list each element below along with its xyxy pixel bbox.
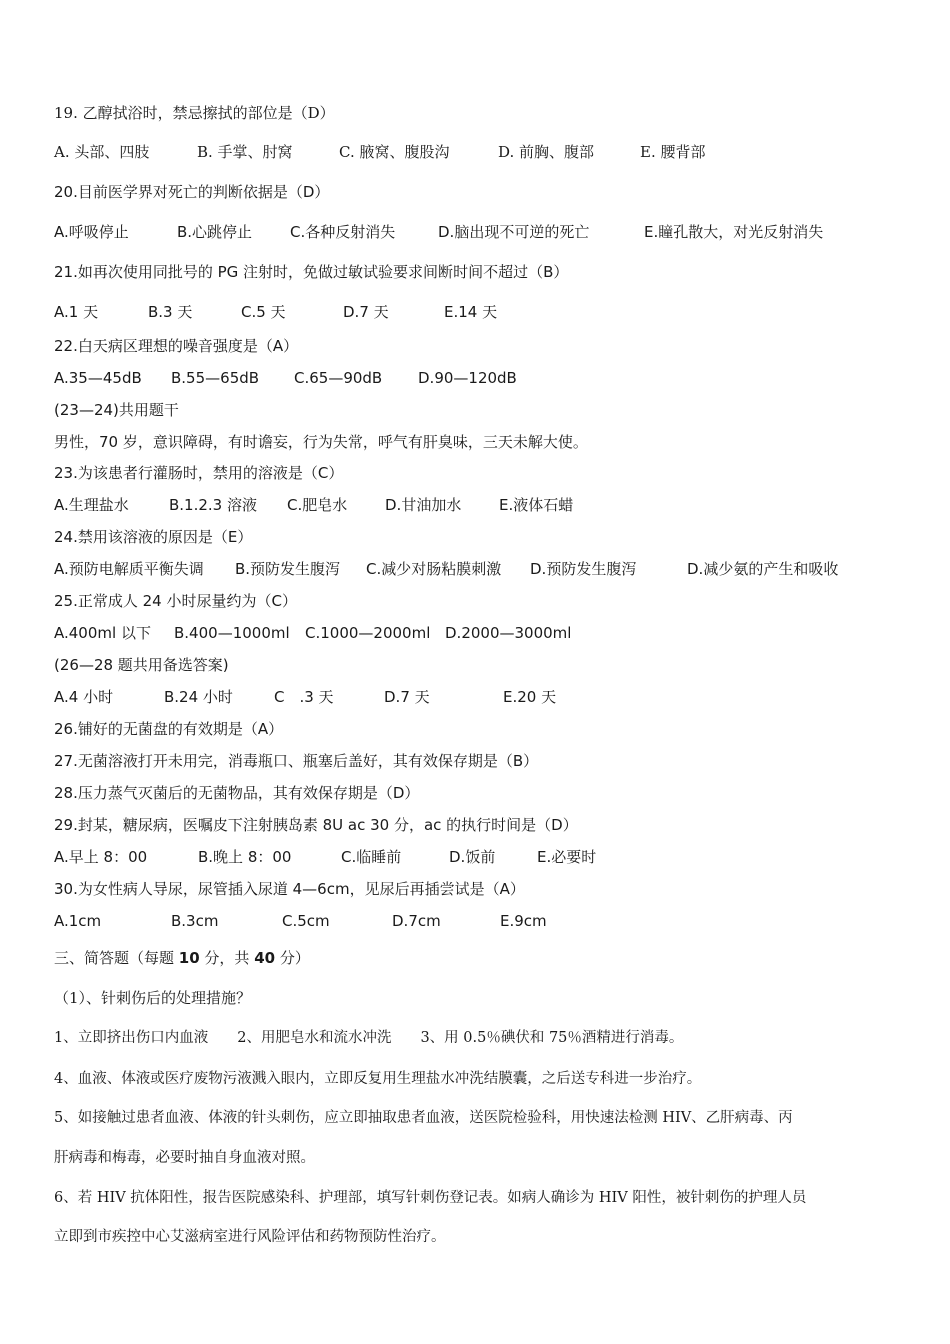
q19-stem: 19. 乙醇拭浴时，禁忌擦拭的部位是（D） bbox=[54, 104, 335, 122]
q29-option-d: D.饭前 bbox=[449, 848, 496, 866]
sa1-item-6-line-2: 立即到市疾控中心艾滋病室进行风险评估和药物预防性治疗。 bbox=[54, 1229, 446, 1245]
q30-option-c: C.5cm bbox=[282, 912, 330, 930]
q24-stem: 24.禁用该溶液的原因是（E） bbox=[54, 528, 253, 546]
q29-stem: 29.封某，糖尿病，医嘱皮下注射胰岛素 8U ac 30 分，ac 的执行时间是（D） bbox=[54, 816, 578, 834]
q29-option-e: E.必要时 bbox=[537, 848, 597, 866]
q24-options bbox=[54, 559, 914, 579]
q29-option-c: C.临睡前 bbox=[341, 848, 402, 866]
q27-stem: 27.无菌溶液打开未用完，消毒瓶口、瓶塞后盖好，其有效保存期是（B） bbox=[54, 752, 539, 770]
q21-options bbox=[54, 302, 914, 322]
q25-option-a: A.400ml 以下 bbox=[54, 624, 151, 642]
q23-option-a: A.生理盐水 bbox=[54, 496, 129, 514]
q30-option-d: D.7cm bbox=[392, 912, 441, 930]
group-2628-options bbox=[54, 687, 914, 707]
q19-option-e: E. 腰背部 bbox=[640, 143, 706, 161]
q21-option-e: E.14 天 bbox=[444, 303, 498, 321]
q30-option-a: A.1cm bbox=[54, 912, 102, 930]
sa1-item-5-line-2: 肝病毒和梅毒，必要时抽自身血液对照。 bbox=[54, 1150, 315, 1166]
q29-option-a: A.早上 8：00 bbox=[54, 848, 148, 866]
q23-option-c: C.肥皂水 bbox=[287, 496, 348, 514]
group-2324-title: (23—24)共用题干 bbox=[54, 401, 179, 419]
group-2628-option-b: B.24 小时 bbox=[164, 688, 233, 706]
q24-option-a: A.预防电解质平衡失调 bbox=[54, 560, 204, 578]
q24-option-e: D.减少氨的产生和吸收 bbox=[687, 560, 839, 578]
q22-stem: 22.白天病区理想的噪音强度是（A） bbox=[54, 337, 299, 355]
q20-option-d: D.脑出现不可逆的死亡 bbox=[438, 223, 590, 241]
group-2628-option-a: A.4 小时 bbox=[54, 688, 114, 706]
section-3-prefix: 三、简答题（每题 bbox=[54, 949, 179, 967]
section-3-suffix: 分） bbox=[275, 949, 310, 967]
q22-option-d: D.90—120dB bbox=[418, 369, 517, 387]
section-3-points-each: 10 bbox=[178, 949, 200, 967]
q30-option-b: B.3cm bbox=[171, 912, 219, 930]
q23-stem: 23.为该患者行灌肠时，禁用的溶液是（C） bbox=[54, 464, 344, 482]
q19-option-c: C. 腋窝、腹股沟 bbox=[339, 143, 450, 161]
q30-options bbox=[54, 911, 914, 931]
q24-option-d: D.预防发生腹泻 bbox=[530, 560, 637, 578]
group-2628-option-d: D.7 天 bbox=[384, 688, 430, 706]
q30-stem: 30.为女性病人导尿，尿管插入尿道 4—6cm，见尿后再插尝试是（A） bbox=[54, 880, 525, 898]
q23-options bbox=[54, 495, 914, 515]
q23-option-e: E.液体石蜡 bbox=[499, 496, 574, 514]
group-2628-title: (26—28 题共用备选答案) bbox=[54, 656, 229, 674]
q22-option-b: B.55—65dB bbox=[171, 369, 260, 387]
q19-options bbox=[54, 142, 914, 162]
group-2324-case: 男性，70 岁，意识障碍，有时谵妄，行为失常，呼气有肝臭味，三天未解大使。 bbox=[54, 433, 588, 451]
q20-option-a: A.呼吸停止 bbox=[54, 223, 129, 241]
q25-options bbox=[54, 623, 914, 643]
q25-option-c: C.1000—2000ml bbox=[305, 624, 431, 642]
sa1-item-5-line-1: 5、如接触过患者血液、体液的针头刺伤，应立即抽取患者血液，送医院检验科，用快速法检测 HIV、乙肝病毒、丙 bbox=[54, 1110, 793, 1126]
q29-option-b: B.晚上 8：00 bbox=[198, 848, 292, 866]
q21-option-d: D.7 天 bbox=[343, 303, 389, 321]
q23-option-d: D.甘油加水 bbox=[385, 496, 462, 514]
q25-option-b: B.400—1000ml bbox=[174, 624, 290, 642]
q21-option-a: A.1 天 bbox=[54, 303, 99, 321]
sa1-item-4: 4、血液、体液或医疗废物污液溅入眼内，立即反复用生理盐水冲洗结膜囊，之后送专科进一步治疗。 bbox=[54, 1071, 702, 1087]
q20-option-c: C.各种反射消失 bbox=[290, 223, 396, 241]
q20-option-e: E.瞳孔散大，对光反射消失 bbox=[644, 223, 824, 241]
q22-options bbox=[54, 368, 914, 388]
q24-option-c: C.减少对肠粘膜刺激 bbox=[366, 560, 502, 578]
q20-options bbox=[54, 222, 914, 242]
sa1-item-1: 1、立即挤出伤口内血液 2、用肥皂水和流水冲洗 3、用 0.5％碘伏和 75％酒精进行消毒。 bbox=[54, 1030, 684, 1046]
q19-option-b: B. 手掌、肘窝 bbox=[197, 143, 293, 161]
section-3-points-total: 40 bbox=[254, 949, 276, 967]
group-2628-option-e: E.20 天 bbox=[503, 688, 557, 706]
q24-option-b: B.预防发生腹泻 bbox=[235, 560, 341, 578]
q23-option-b: B.1.2.3 溶液 bbox=[169, 496, 257, 514]
q19-option-a: A. 头部、四肢 bbox=[54, 143, 150, 161]
q20-option-b: B.心跳停止 bbox=[177, 223, 253, 241]
q22-option-c: C.65—90dB bbox=[294, 369, 383, 387]
q29-options bbox=[54, 847, 914, 867]
section-3-heading bbox=[54, 948, 310, 968]
group-2628-option-c: C .3 天 bbox=[274, 688, 334, 706]
q21-option-b: B.3 天 bbox=[148, 303, 193, 321]
sa1-title: （1）、针刺伤后的处理措施？ bbox=[54, 989, 252, 1007]
q28-stem: 28.压力蒸气灭菌后的无菌物品，其有效保存期是（D） bbox=[54, 784, 420, 802]
q20-stem: 20.目前医学界对死亡的判断依据是（D） bbox=[54, 183, 330, 201]
q25-stem: 25.正常成人 24 小时尿量约为（C） bbox=[54, 592, 297, 610]
q19-option-d: D. 前胸、腹部 bbox=[498, 143, 595, 161]
q26-stem: 26.铺好的无菌盘的有效期是（A） bbox=[54, 720, 284, 738]
q22-option-a: A.35—45dB bbox=[54, 369, 142, 387]
section-3-mid: 分，共 bbox=[199, 949, 255, 967]
q30-option-e: E.9cm bbox=[500, 912, 547, 930]
q25-option-d: D.2000—3000ml bbox=[445, 624, 572, 642]
q21-stem: 21.如再次使用同批号的 PG 注射时，免做过敏试验要求间断时间不超过（B） bbox=[54, 263, 569, 281]
sa1-item-6-line-1: 6、若 HIV 抗体阳性，报告医院感染科、护理部，填写针刺伤登记表。如病人确诊为 HIV 阳性，被针刺伤的护理人员 bbox=[54, 1190, 807, 1206]
q21-option-c: C.5 天 bbox=[241, 303, 286, 321]
